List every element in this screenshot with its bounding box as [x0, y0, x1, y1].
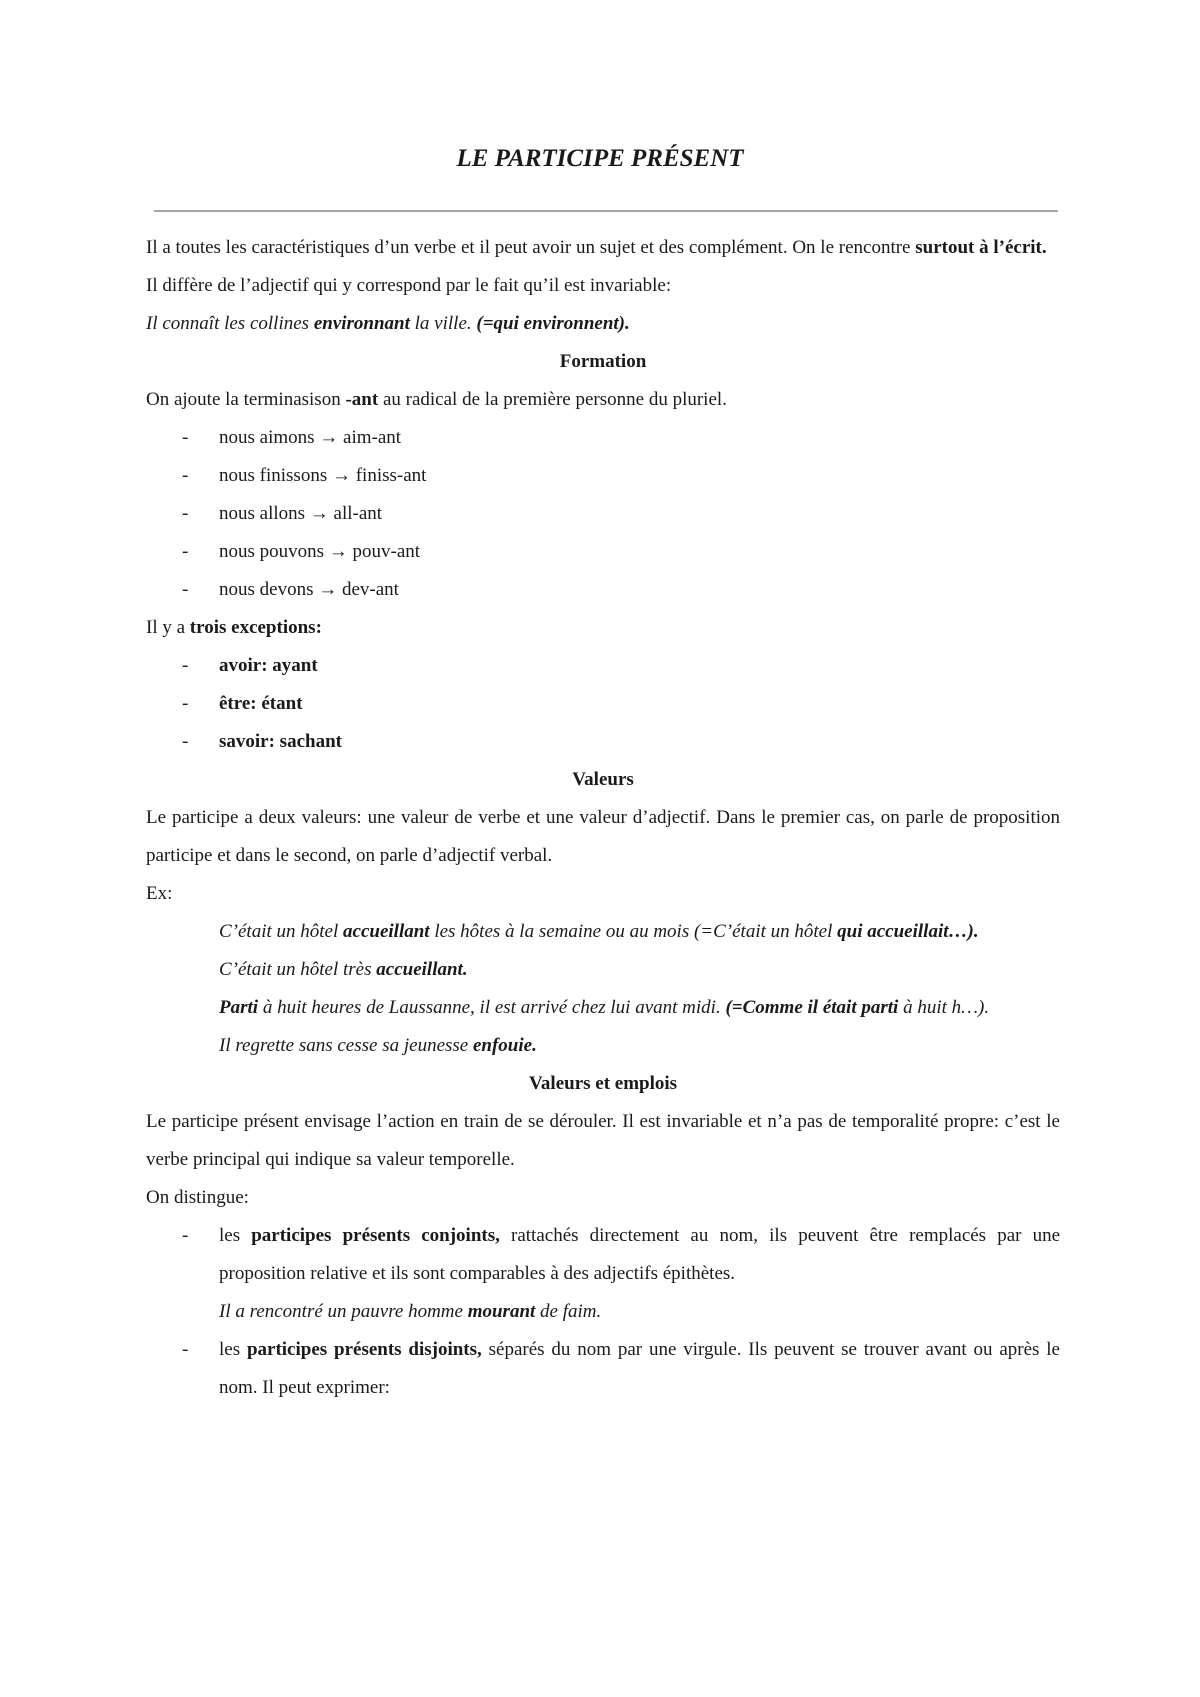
list-item [146, 457, 1060, 495]
list-dash: - [182, 1225, 189, 1246]
valeurs-example-3 [146, 989, 1060, 1027]
intro-text: Il a toutes les caractéristiques d’un verbe et il peut avoir un sujet et des complément. On le rencontre [146, 237, 916, 258]
list-dash: - [182, 541, 189, 562]
formation-text [146, 381, 1060, 419]
formation-text-part: On ajoute la terminasison [146, 389, 346, 410]
list-item-text: être: étant [219, 693, 303, 714]
example-bold: qui accueillait…). [837, 921, 979, 942]
intro-difference: Il diffère de l’adjectif qui y correspond par le fait qu’il est invariable: [146, 275, 672, 296]
list-item [146, 571, 1060, 609]
list-dash: - [182, 503, 189, 524]
example-text: à huit heures de Laussanne, il est arrivé chez lui avant midi. [258, 997, 726, 1018]
valeurs-example-1 [146, 913, 1060, 951]
heading-valeurs-emplois: Valeurs et emplois [528, 1073, 678, 1094]
exceptions-intro [146, 609, 1060, 647]
ex-label: Ex: [146, 883, 173, 904]
example-bold: Parti [219, 997, 259, 1018]
list-dash: - [182, 1339, 189, 1360]
list-item-text: rattachés directement au nom, ils peuvent être remplacés par une proposition relative et ils sont comparables à des adjectifs épithètes. [219, 1225, 1061, 1284]
example-text: Il regrette sans cesse sa jeunesse [219, 1035, 473, 1056]
list-item-text: nous finissons → finiss-ant [219, 465, 427, 486]
example-text: de faim. [535, 1301, 602, 1322]
example-bold: accueillant [343, 921, 430, 942]
exceptions-text: Il y a [146, 617, 190, 638]
list-dash: - [182, 693, 189, 714]
list-dash: - [182, 655, 189, 676]
emplois-distingue: On distingue: [146, 1187, 249, 1208]
intro-example [146, 305, 1060, 343]
list-item-text: nous allons → all-ant [219, 503, 383, 524]
list-item-bold: participes présents conjoints, [251, 1225, 500, 1246]
example-text: les hôtes à la semaine ou au mois (=C’était un hôtel [429, 921, 838, 942]
example-bold: environnant [313, 313, 410, 334]
page-title: LE PARTICIPE PRÉSENT [456, 145, 744, 172]
intro-paragraph [146, 229, 1060, 267]
emplois-text: Le participe présent envisage l’action en train de se dérouler. Il est invariable et n’a pas de temporalité propre: c’est le verbe principal qui indique sa valeur temporelle. [146, 1111, 1060, 1170]
list-item-text: les [219, 1339, 247, 1360]
list-item [146, 533, 1060, 571]
title-divider [154, 210, 1058, 212]
list-dash: - [182, 427, 189, 448]
intro-emphasis: surtout à l’écrit. [915, 237, 1047, 258]
list-item-text: avoir: ayant [219, 655, 318, 676]
list-item [146, 495, 1060, 533]
list-item [146, 1217, 1060, 1293]
document-body [146, 229, 1060, 1407]
valeurs-example-2 [146, 951, 1060, 989]
list-item-text: nous pouvons → pouv-ant [219, 541, 421, 562]
list-item [146, 419, 1060, 457]
example-text: C’était un hôtel très [219, 959, 377, 980]
exceptions-bold: trois exceptions: [189, 617, 322, 638]
list-item-text: nous aimons → aim-ant [219, 427, 402, 448]
list-item [146, 685, 1060, 723]
list-item [146, 647, 1060, 685]
heading-valeurs: Valeurs [572, 769, 634, 790]
example-bold: (=Comme il était parti [725, 997, 899, 1018]
valeurs-text: Le participe a deux valeurs: une valeur de verbe et une valeur d’adjectif. Dans le premier cas, on parle de proposition participe et dans le second, on parle d’adjectif verbal. [146, 807, 1060, 866]
list-dash: - [182, 731, 189, 752]
list-dash: - [182, 465, 189, 486]
example-text: à huit h…). [898, 997, 990, 1018]
example-text: Il a rencontré un pauvre homme [219, 1301, 468, 1322]
list-item [146, 723, 1060, 761]
example-text: C’était un hôtel [219, 921, 344, 942]
formation-list [146, 419, 1060, 609]
heading-formation: Formation [559, 351, 647, 372]
list-item-text: séparés du nom par une virgule. Ils peuvent se trouver avant ou après le nom. Il peut exprimer: [219, 1339, 1060, 1398]
list-item-text: les [219, 1225, 252, 1246]
list-dash: - [182, 579, 189, 600]
example-text: Il connaît les collines [146, 313, 314, 334]
emplois-list [146, 1217, 1060, 1407]
example-bold: accueillant. [376, 959, 468, 980]
example-bold: (=qui environnent). [476, 313, 630, 334]
example-bold: enfouie. [472, 1035, 537, 1056]
list-item-text: savoir: sachant [219, 731, 342, 752]
exceptions-list [146, 647, 1060, 761]
valeurs-example-4 [146, 1027, 1060, 1065]
list-item-example [146, 1293, 1060, 1331]
formation-suffix: -ant [345, 389, 379, 410]
list-item-bold: participes présents disjoints, [246, 1339, 482, 1360]
example-bold: mourant [467, 1301, 536, 1322]
example-text: la ville. [409, 313, 477, 334]
list-item [146, 1331, 1060, 1407]
list-item-text: nous devons → dev-ant [219, 579, 399, 600]
formation-text-part: au radical de la première personne du pluriel. [378, 389, 727, 410]
